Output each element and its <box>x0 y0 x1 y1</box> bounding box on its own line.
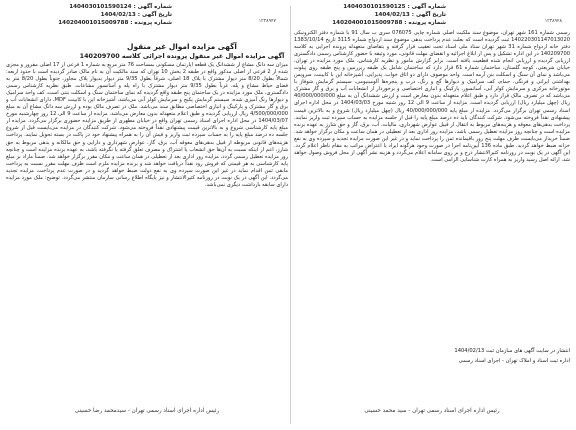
meta-value: 1404/02/13 <box>100 12 136 18</box>
meta-row-case-number <box>332 19 446 27</box>
right-notice-column <box>294 0 570 430</box>
meta-label: شماره آگهی : <box>133 4 172 10</box>
notice-code-mark: ۱۲۳۸۹۴۸ <box>544 19 562 24</box>
publication-note: انتشار در سایت آگهی های سازمان ثبت 1404/02/13 <box>454 348 570 354</box>
meta-value: 1404030101590125 <box>343 4 406 10</box>
left-notice-meta <box>58 3 172 27</box>
notice-title: آگهی مزایده اموال غیر منقول <box>127 42 237 51</box>
notice-signature: رئیس اداره اجرای اسناد رسمی تهران - سیدمحمد رضا حسینی <box>74 408 220 414</box>
office-note: اداره ثبت اسناد و املاک تهران - اجرای اسناد رسمی <box>458 358 570 364</box>
meta-label: تاریخ آگهی : <box>137 12 172 18</box>
meta-value: 140204001015009788 <box>332 20 403 26</box>
meta-row-notice-number <box>332 3 446 11</box>
meta-label: شماره پرونده : <box>404 20 446 26</box>
meta-label: تاریخ آگهی : <box>411 12 446 18</box>
meta-row-notice-date <box>332 11 446 19</box>
meta-row-case-number <box>58 19 172 27</box>
notice-body-text: رسمی شماره 161 شهر تهران، موضوع سند ملکیت اصلی شماره چاپی 076075 سری ب سال 91 با شماره دفتر الکترونیکی 140220301147013020 ثبت گردیده است که بعلت عدم پرداخت بدهی موضوع سند ازدواج شماره 3115 تاریخ 1383/10/14 دفتر خانه ازدواج شماره 31 شهر تهران ستاد ملی اسناد تحت تعقیب قرار گرفته و بتقاضای متعهدله پرونده اجرایی به کلاسه 140209700 در این اداره تشکیل و پس از ابلاغ اجرائیه و انقضای مهلت قانونی، مورد وثیقه با حضور کارشناس رسمی دادگستری ارزیابی گردیده و ارزیابی انجام شده قطعیت یافته است. برابر گزارش مامور و نظریه کارشناس، ملک مورد مزایده در تهران، خیابان شریعتی، کوچه گلستان، ساختمان شماره 61 قرار دارد که ساختمان شامل یک طبقه زیرزمین و پنج طبقه روی پیلوت می‌باشد و نمای آن سنگ و اسکلت بتن آرمه است. واحد موصوف دارای دو اتاق خواب، پذیرایی، آشپزخانه اپن با کابینت، سرویس بهداشتی ایرانی و فرنگی، حمام، کف سرامیک و دیوارها گچ و رنگ، درب و پنجره‌ها آلومینیومی، سیستم گرمایش شوفاژ با موتورخانه مرکزی و سرمایش کولر آبی، آسانسور، پارکینگ و انباری اختصاصی و برخوردار از انشعابات آب و برق و گاز مشترک می‌باشد که در تصرف مالک قرار دارد و طبق اعلام متعهدله بدون معارض است و ارزش ششدانگ آن به مبلغ 40/000/000/000 ریال (چهل میلیارد ریال) ارزیابی گردیده است. مزایده از ساعت 9 الی 12 روز شنبه مورخ 1404/03/03 در محل اداره اجرای اسناد رسمی تهران برگزار می‌گردد. مزایده از مبلغ پایه 40/000/000/000 ریال (چهل میلیارد ریال) شروع و به بالاترین قیمت پیشنهادی نقداً فروخته می‌شود. شرکت کنندگان باید ده درصد مبلغ پایه را قبل از جلسه مزایده به حساب سپرده ثبت واریز نمایند. پرداخت بدهی‌های معوقه و هزینه‌های مربوط به انتقال از قبیل عوارض شهرداری، مالیات، آب، برق، گاز و حق شارژ به عهده برنده مزایده است و چنانچه روز مزایده تعطیل رسمی باشد، مزایده روز اداری بعد از تعطیلی در همان ساعت و مکان برگزار خواهد شد. ضمناً خریدار می‌بایست ظرف مهلت پنج روز باقیمانده ثمن را پرداخت نماید و در غیر این صورت مزایده تجدید و سپرده وی به نفع خزانه ضبط خواهد گردید. طبق ماده 136 آیین‌نامه اجرا در صورت وجود هرگونه ایراد یا اعتراض مراتب به مقام ناظر اعلام گردد. این آگهی در یک نوبت در روزنامه کثیرالانتشار درج و بر روی سامانه اعلام می‌گردد و هزینه نشر آگهی از محل فروش وصول خواهد شد. ارائه اصل رسید واریز به همراه کارت شناسایی الزامی است. <box>294 30 570 163</box>
notice-subtitle: آگهی مزایده اموال غیر منقول پرونده اجرائی کلاسه 140209700 <box>79 52 285 60</box>
column-divider <box>290 6 291 424</box>
left-notice-column <box>6 0 288 430</box>
meta-row-notice-number <box>58 3 172 11</box>
right-notice-meta <box>332 3 446 27</box>
meta-label: شماره آگهی : <box>407 4 446 10</box>
meta-value: 1404030101590124 <box>69 4 132 10</box>
meta-value: 1404/02/13 <box>374 12 410 18</box>
meta-row-notice-date <box>58 11 172 19</box>
meta-label: شماره پرونده : <box>130 20 172 26</box>
meta-value: 140204001015009788 <box>58 20 129 26</box>
notice-code-mark: ۱۲۳۸۹۴۷ <box>258 19 276 24</box>
notice-signature: رئیس اداره اجرای اسناد رسمی تهران - سید محمد حسینی <box>364 408 500 414</box>
notice-body-text: میزان سه دانگ مشاع از ششدانگ یک قطعه آپارتمان مسکونی بمساحت 76 متر مربع به شماره 1 فرعی از 17 اصلی مفروز و مجزی شده از 2 فرعی از اصلی مذکور واقع در طبقه 2 بخش 10 تهران که سند مالکیت آن به نام مالک صادر گردیده است با حدود اربعه: شمالاً بطول 8/20 متر دیوار مشترک با پلاک 18 اصلی، شرقاً بطول 9/35 متر دیوار بدیوار پلاک مجاور، جنوباً بطول 8/20 متر به فضای حیاط مشاع و پله، غرباً بطول 9/35 متر دیوار مشترک با راه پله و آسانسور مشاعات. طبق نظریه کارشناس رسمی دادگستری، ملک مورد مزایده در یک ساختمان پنج طبقه واقع گردیده که نمای ساختمان سنگ و اسکلت بتنی است، کف واحد سرامیک و دیوارها رنگ آمیزی شده، سیستم گرمایش پکیج و سرمایش کولر آبی می‌باشد، آشپزخانه اپن با کابینت MDF، دارای انشعابات آب و برق و گاز مشترک و پارکینگ و انباری اختصاصی مطابق سند می‌باشد. ملک در تصرف مالک بوده و ارزش سه دانگ مشاع آن به مبلغ 4/500/000/000 ریال ارزیابی گردیده و طبق اعلام متعهدله بدون معارض می‌باشد. مزایده از ساعت 9 الی 12 روز چهارشنبه مورخ 1404/03/07 در محل اداره اجرای اسناد رسمی تهران واقع در خیابان مطهری از طریق مزایده حضوری برگزار می‌گردد. مزایده از مبلغ پایه کارشناسی شروع و به بالاترین قیمت پیشنهادی نقداً فروخته می‌شود. شرکت کنندگان در مزایده می‌بایست قبل از شروع جلسه ده درصد مبلغ پایه را به حساب سپرده ثبت واریز و فیش آن را به همراه پیشنهاد خود در پاکت در بسته تحویل نمایند. پرداخت هزینه‌های قانونی مربوطه از قبیل بدهی‌های معوقه آب، برق، گاز، عوارض شهرداری و دارایی و حق مالکانه و بدهی مربوط به حق شارژ، اعم از اینکه نسبت به آن‌ها حق انشعاب یا اشتراک و مصرف تعلق گرفته یا نگرفته باشد، به عهده برنده مزایده است و چنانچه روز مزایده تعطیل رسمی گردد، مزایده روز اداری بعد از تعطیلی در همان ساعت و مکان مقرر برگزار خواهد شد. ضمناً مازاد بر مبلغ پایه کارشناسی به هر قیمتی که فروش رود نقداً دریافت خواهد شد و برنده مزایده ملزم است ظرف مهلت مقرر نسبت به پرداخت مابقی ثمن اقدام نماید در غیر این صورت سپرده وی به نفع دولت ضبط خواهد گردید و در صورت عدم پرداخت، مزایده تجدید می‌گردد. این آگهی در یک نوبت در روزنامه کثیرالانتشار و نیز پایگاه اطلاع رسانی سازمان منتشر می‌گردد. توضیح: ملک مورد مزایده دارای سابقه بازداشت دیگری نمی‌باشد. <box>6 62 288 188</box>
